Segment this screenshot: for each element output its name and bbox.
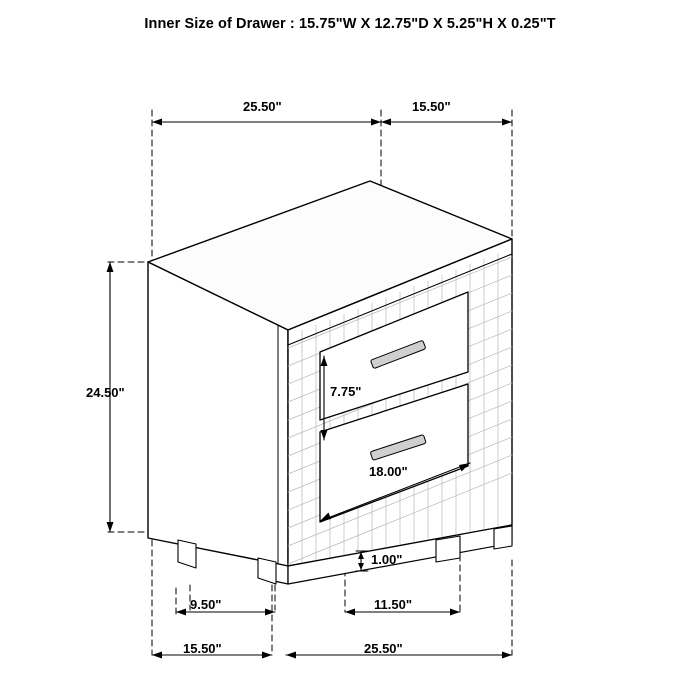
dimension-label-drawer-height: 7.75": [330, 384, 362, 399]
foot-right-rear: [494, 526, 512, 549]
page-title: Inner Size of Drawer : 15.75"W X 12.75"D X 5.25"H X 0.25"T: [144, 16, 556, 32]
foot-left-front: [258, 558, 276, 584]
foot-left-rear: [178, 540, 196, 568]
dimension-label-foot-right: 11.50": [374, 597, 412, 612]
top-dimension-line-left: [152, 119, 381, 126]
dimension-label-bottom-left: 15.50": [183, 641, 222, 656]
dimension-label-foot-height: 1.00": [371, 552, 403, 567]
dimension-label-height: 24.50": [86, 385, 125, 400]
dimension-label-top-right: 15.50": [412, 99, 451, 114]
dimension-label-bottom-right: 25.50": [364, 641, 403, 656]
top-dimension-line-right: [381, 119, 512, 126]
dimension-label-top-left: 25.50": [243, 99, 282, 114]
dimension-label-foot-left: 9.50": [190, 597, 222, 612]
dimension-label-drawer-width: 18.00": [369, 464, 408, 479]
foot-right-front: [436, 536, 460, 562]
